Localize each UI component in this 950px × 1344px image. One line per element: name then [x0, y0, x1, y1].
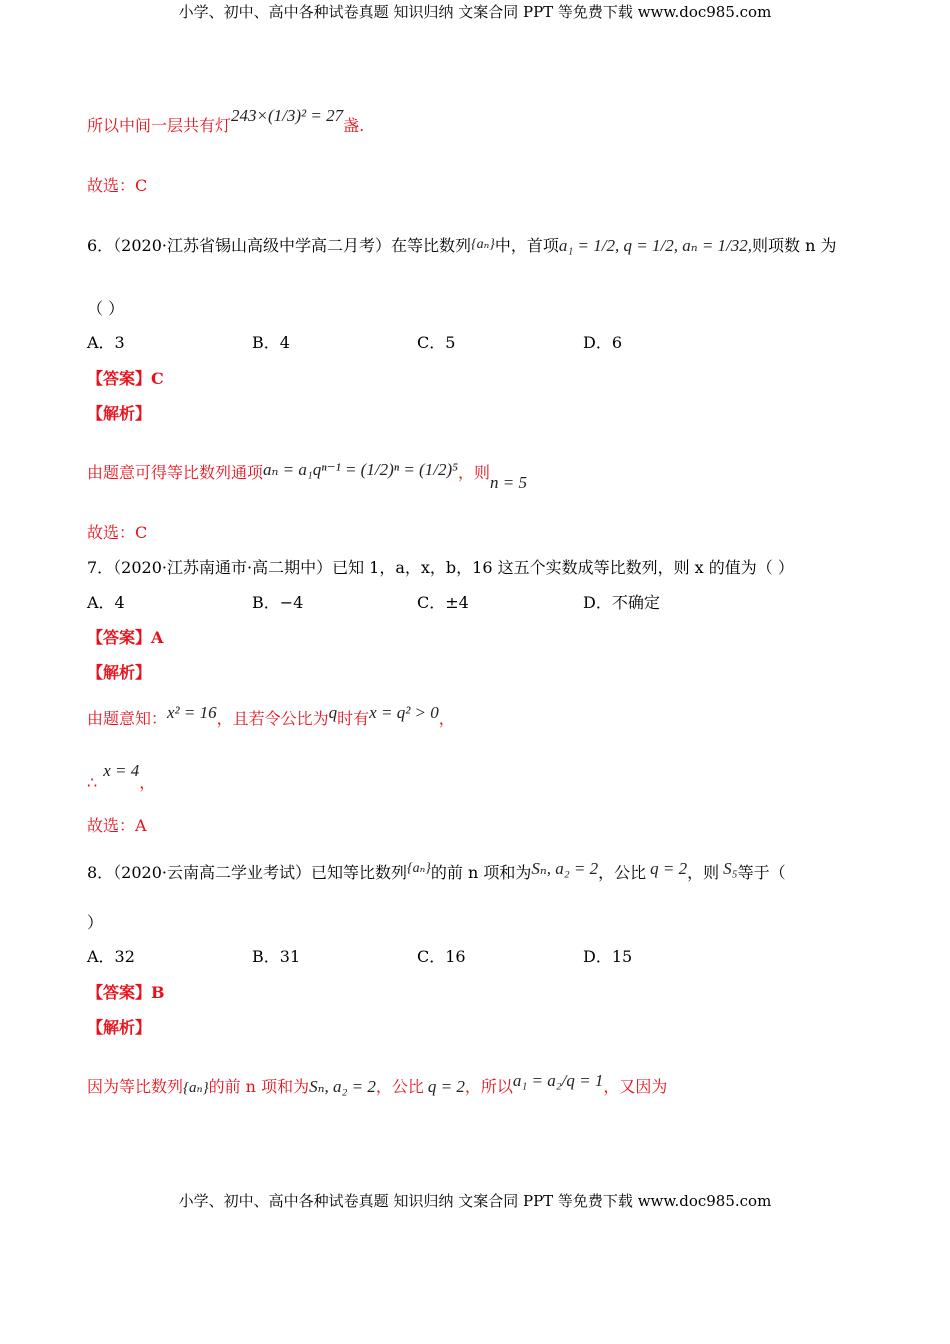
q8-solution-text: 因为等比数列 [87, 1077, 184, 1096]
q7-therefore-end: ， [139, 773, 156, 792]
q6-option-c: C．5 [417, 333, 456, 352]
q6-text-2: 中，首项 [494, 236, 559, 255]
q7-solution-text: 由题意知： [87, 709, 168, 728]
q6-solution [87, 460, 528, 492]
q8-solution-text-2: 的前 n 项和为 [208, 1077, 310, 1096]
q8-solution-formula-2: q = 2 [427, 1077, 465, 1096]
q8-formula-1: Sₙ, a₂ = 2 [531, 859, 599, 878]
q7-therefore-formula: x = 4 [103, 761, 140, 780]
q6-choice: 故选：C [87, 523, 148, 542]
q7-option-c: C．±4 [417, 593, 469, 612]
q8-formula-2: q = 2 [650, 859, 688, 878]
q8-text-5: 等于（ [737, 863, 786, 882]
q8-stem [87, 859, 786, 886]
q6-analysis-label: 【解析】 [87, 404, 152, 423]
q6-solution-text-2: ，则 [458, 463, 491, 482]
q6-option-a: A．3 [87, 333, 125, 352]
p5-conclusion [87, 106, 365, 137]
q8-solution-text-4: ，所以 [464, 1077, 513, 1096]
q7-solution-formula-2: q [328, 703, 338, 722]
q6-stem [87, 235, 837, 259]
q8-option-a: A．32 [87, 947, 135, 966]
q8-solution-formula-3: a₁ = a₂/q = 1 [512, 1071, 604, 1090]
q8-solution-text-3: ，公比 [375, 1077, 424, 1096]
p5-formula: 243×(1/3)² = 27 [231, 106, 344, 125]
q7-answer: 【答案】A [87, 628, 164, 647]
q7-therefore [87, 761, 156, 792]
q6-text: 6．（2020·江苏省锡山高级中学高二月考）在等比数列 [87, 236, 471, 255]
q8-analysis-label: 【解析】 [87, 1018, 152, 1037]
q6-option-d: D．6 [583, 333, 623, 352]
q8-paren-close: ） [87, 913, 104, 932]
q7-analysis-label: 【解析】 [87, 663, 152, 682]
q7-choice: 故选：A [87, 816, 147, 835]
q7-solution-formula-1: x² = 16 [167, 703, 217, 722]
q8-solution-text-5: ，又因为 [603, 1077, 668, 1096]
q8-option-b: B．31 [252, 947, 301, 966]
q7-option-b: B．−4 [252, 593, 304, 612]
p5-text-end: 盏. [343, 116, 365, 135]
q6-paren: （ ） [87, 299, 125, 318]
q7-option-a: A．4 [87, 593, 125, 612]
q6-option-b: B．4 [252, 333, 290, 352]
q6-answer: 【答案】C [87, 369, 164, 388]
q7-solution-text-4: ， [438, 709, 455, 728]
q8-sequence: {aₙ} [407, 861, 431, 876]
q8-option-d: D．15 [583, 947, 633, 966]
q6-solution-result: n = 5 [490, 473, 528, 492]
q8-solution-formula-1: Sₙ, a₂ = 2 [309, 1077, 376, 1096]
p5-choice: 故选：C [87, 176, 148, 195]
q7-solution-formula-3: x = q² > 0 [369, 703, 439, 722]
q7-solution-text-2: ，且若令公比为 [216, 709, 329, 728]
therefore-symbol: ∴ [87, 773, 98, 792]
q6-sequence: {aₙ} [471, 237, 495, 252]
page-header: 小学、初中、高中各种试卷真题 知识归纳 文案合同 PPT 等免费下载 www.doc985.com [178, 3, 772, 21]
q7-stem: 7．（2020·江苏南通市·高二期中）已知 1，a，x，b，16 这五个实数成等比数列，则 x 的值为（ ） [87, 558, 794, 577]
q6-formula: a₁ = 1/2, q = 1/2, aₙ = 1/32, [558, 236, 753, 255]
q6-solution-formula: aₙ = a₁qⁿ⁻¹ = (1/2)ⁿ = (1/2)⁵ [263, 460, 459, 479]
page-footer: 小学、初中、高中各种试卷真题 知识归纳 文案合同 PPT 等免费下载 www.doc985.com [178, 1192, 772, 1210]
q7-solution [87, 703, 455, 730]
q8-solution [87, 1071, 668, 1099]
q6-text-3: 则项数 n 为 [752, 236, 837, 255]
q8-solution-sequence: {aₙ} [183, 1080, 209, 1096]
q8-text: 8．（2020·云南高二学业考试）已知等比数列 [87, 863, 407, 882]
q8-text-4: ，则 [687, 863, 720, 882]
q8-option-c: C．16 [417, 947, 466, 966]
p5-text: 所以中间一层共有灯 [87, 116, 232, 135]
q8-answer: 【答案】B [87, 983, 165, 1002]
q8-text-2: 的前 n 项和为 [430, 863, 532, 882]
q7-option-d: D．不确定 [583, 593, 660, 612]
q8-formula-3: S₅ [723, 859, 738, 878]
q8-text-3: ，公比 [598, 863, 647, 882]
q6-solution-text: 由题意可得等比数列通项 [87, 463, 264, 482]
q7-solution-text-3: 时有 [337, 709, 370, 728]
